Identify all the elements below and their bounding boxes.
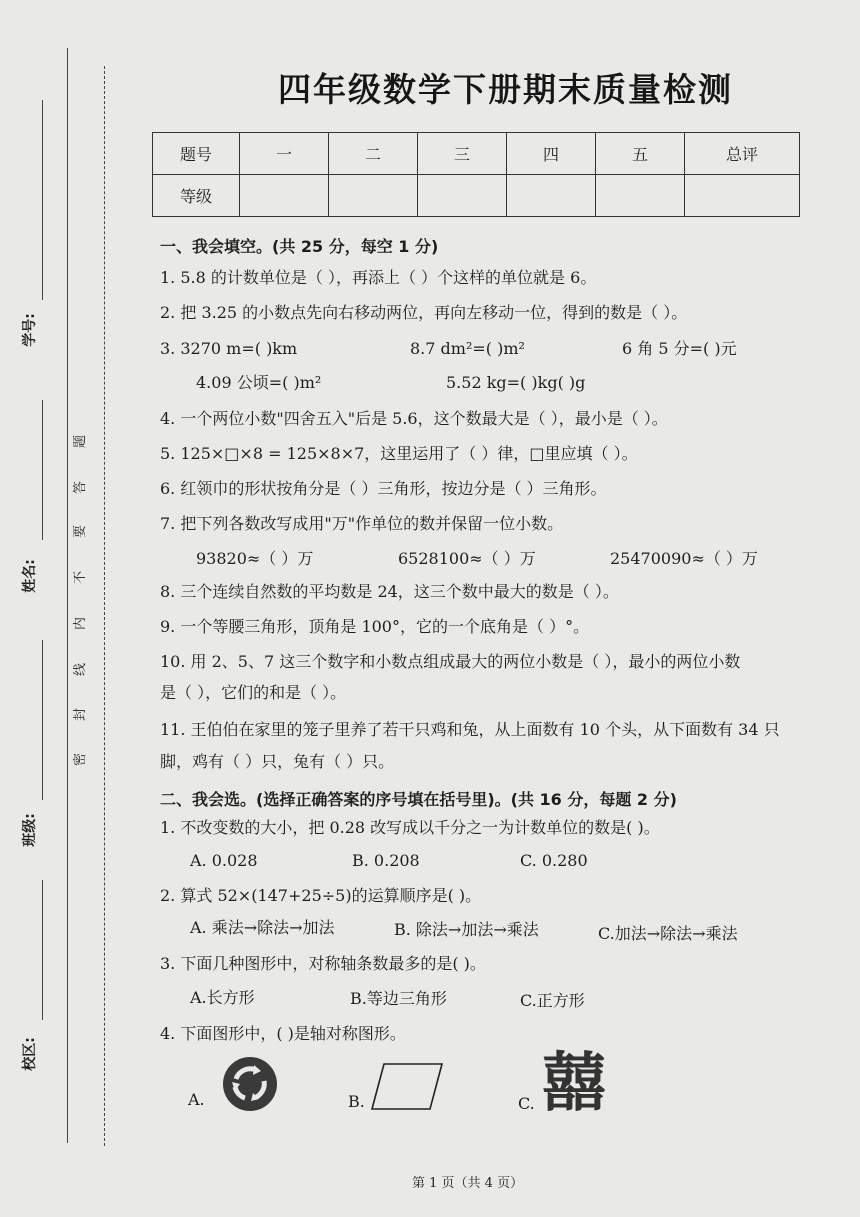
question-2-3: 3. 下面几种图形中，对称轴条数最多的是( )。 bbox=[160, 954, 486, 973]
question-1-2: 2. 把 3.25 的小数点先向右移动两位，再向左移动一位，得到的数是（ ）。 bbox=[160, 303, 688, 322]
double-happiness-glyph: 囍 bbox=[542, 1047, 606, 1121]
question-1-7b: 6528100≈（ ）万 bbox=[398, 549, 536, 568]
question-1-10a: 10. 用 2、5、7 这三个数字和小数点组成最大的两位小数是（ ），最小的两位小数 bbox=[160, 652, 741, 671]
question-1-7a: 93820≈（ ）万 bbox=[196, 549, 314, 568]
question-1-8: 8. 三个连续自然数的平均数是 24，这三个数中最大的数是（ ）。 bbox=[160, 582, 619, 601]
option-a: A.长方形 bbox=[190, 988, 255, 1007]
grade-cell[interactable] bbox=[685, 175, 800, 217]
school-blank-line bbox=[42, 880, 43, 1020]
grade-cell[interactable] bbox=[329, 175, 418, 217]
seal-char: 线 bbox=[73, 662, 89, 677]
question-1-3c: 6 角 5 分=( )元 bbox=[622, 339, 737, 358]
question-1-3a: 3. 3270 m=( )km bbox=[160, 339, 298, 358]
grade-label: 等级 bbox=[153, 175, 240, 217]
option-b: B. 除法→加法→乘法 bbox=[394, 920, 539, 939]
name-label: 姓名: bbox=[21, 559, 38, 593]
grade-cell[interactable] bbox=[418, 175, 507, 217]
score-cell: 五 bbox=[596, 133, 685, 175]
option-c: C.加法→除法→乘法 bbox=[598, 924, 738, 943]
score-header-row bbox=[153, 133, 800, 175]
question-1-3d: 4.09 公顷=( )m² bbox=[196, 373, 322, 392]
question-1-3e: 5.52 kg=( )kg( )g bbox=[446, 373, 586, 392]
option-a: A. 0.028 bbox=[190, 851, 258, 870]
question-1-11a: 11. 王伯伯在家里的笼子里养了若干只鸡和兔，从上面数有 10 个头，从下面数有 34 只 bbox=[160, 720, 780, 739]
score-cell: 二 bbox=[329, 133, 418, 175]
school-label: 校区: bbox=[21, 1037, 38, 1071]
score-grade-row bbox=[153, 175, 800, 217]
option-a: A. 乘法→除法→加法 bbox=[190, 918, 335, 937]
section-1-heading: 一、我会填空。(共 25 分，每空 1 分) bbox=[160, 237, 439, 256]
option-b: B. 0.208 bbox=[352, 851, 420, 870]
grade-cell[interactable] bbox=[596, 175, 685, 217]
score-cell: 三 bbox=[418, 133, 507, 175]
option-b: B.等边三角形 bbox=[350, 989, 447, 1008]
recycle-circle-icon bbox=[221, 1057, 279, 1111]
class-label: 班级: bbox=[21, 813, 38, 847]
question-1-7: 7. 把下列各数改写成用"万"作单位的数并保留一位小数。 bbox=[160, 514, 564, 533]
score-cell: 一 bbox=[240, 133, 329, 175]
option-c: C.正方形 bbox=[520, 991, 585, 1010]
seal-char: 不 bbox=[73, 570, 89, 585]
grade-cell[interactable] bbox=[240, 175, 329, 217]
seal-char: 答 bbox=[73, 480, 89, 495]
seal-char: 密 bbox=[73, 752, 89, 767]
question-1-9: 9. 一个等腰三角形，顶角是 100°，它的一个底角是（ ）°。 bbox=[160, 617, 590, 636]
seal-char: 题 bbox=[73, 434, 89, 449]
question-1-5: 5. 125×□×8 = 125×8×7，这里运用了（ ）律，□里应填（ ）。 bbox=[160, 444, 638, 463]
question-1-7c: 25470090≈（ ）万 bbox=[610, 549, 758, 568]
seal-char: 封 bbox=[73, 707, 89, 722]
parallelogram-icon bbox=[370, 1062, 444, 1112]
name-blank-line bbox=[42, 400, 43, 540]
question-1-11b: 脚，鸡有（ ）只，兔有（ ）只。 bbox=[160, 752, 395, 771]
question-1-6: 6. 红领巾的形状按角分是（ ）三角形，按边分是（ ）三角形。 bbox=[160, 479, 607, 498]
question-1-10b: 是（ ），它们的和是（ ）。 bbox=[160, 683, 347, 702]
id-blank-line bbox=[42, 100, 43, 300]
question-2-4: 4. 下面图形中，( )是轴对称图形。 bbox=[160, 1024, 406, 1043]
option-a: A. bbox=[188, 1090, 205, 1109]
score-cell: 题号 bbox=[153, 133, 240, 175]
question-2-1: 1. 不改变数的大小，把 0.28 改写成以千分之一为计数单位的数是( )。 bbox=[160, 818, 660, 837]
id-label: 学号: bbox=[21, 313, 38, 347]
question-1-4: 4. 一个两位小数"四舍五入"后是 5.6，这个数最大是（ ），最小是（ ）。 bbox=[160, 409, 668, 428]
seal-char: 内 bbox=[73, 616, 89, 631]
question-1-1: 1. 5.8 的计数单位是（ ），再添上（ ）个这样的单位就是 6。 bbox=[160, 268, 597, 287]
question-1-3b: 8.7 dm²=( )m² bbox=[410, 339, 525, 358]
score-cell: 总评 bbox=[685, 133, 800, 175]
binding-line-dashed bbox=[104, 66, 105, 1146]
option-b: B. bbox=[348, 1092, 365, 1111]
class-blank-line bbox=[42, 640, 43, 800]
option-c: C. 0.280 bbox=[520, 851, 588, 870]
page-footer: 第 1 页（共 4 页） bbox=[412, 1176, 524, 1191]
score-table bbox=[152, 132, 800, 217]
grade-cell[interactable] bbox=[507, 175, 596, 217]
question-2-2: 2. 算式 52×(147+25÷5)的运算顺序是( )。 bbox=[160, 886, 482, 905]
section-2-heading: 二、我会选。(选择正确答案的序号填在括号里)。(共 16 分，每题 2 分) bbox=[160, 790, 677, 809]
score-cell: 四 bbox=[507, 133, 596, 175]
seal-char: 要 bbox=[73, 524, 89, 539]
option-c: C. bbox=[518, 1094, 535, 1113]
page-title: 四年级数学下册期末质量检测 bbox=[278, 70, 733, 109]
binding-line-left bbox=[67, 48, 68, 1143]
